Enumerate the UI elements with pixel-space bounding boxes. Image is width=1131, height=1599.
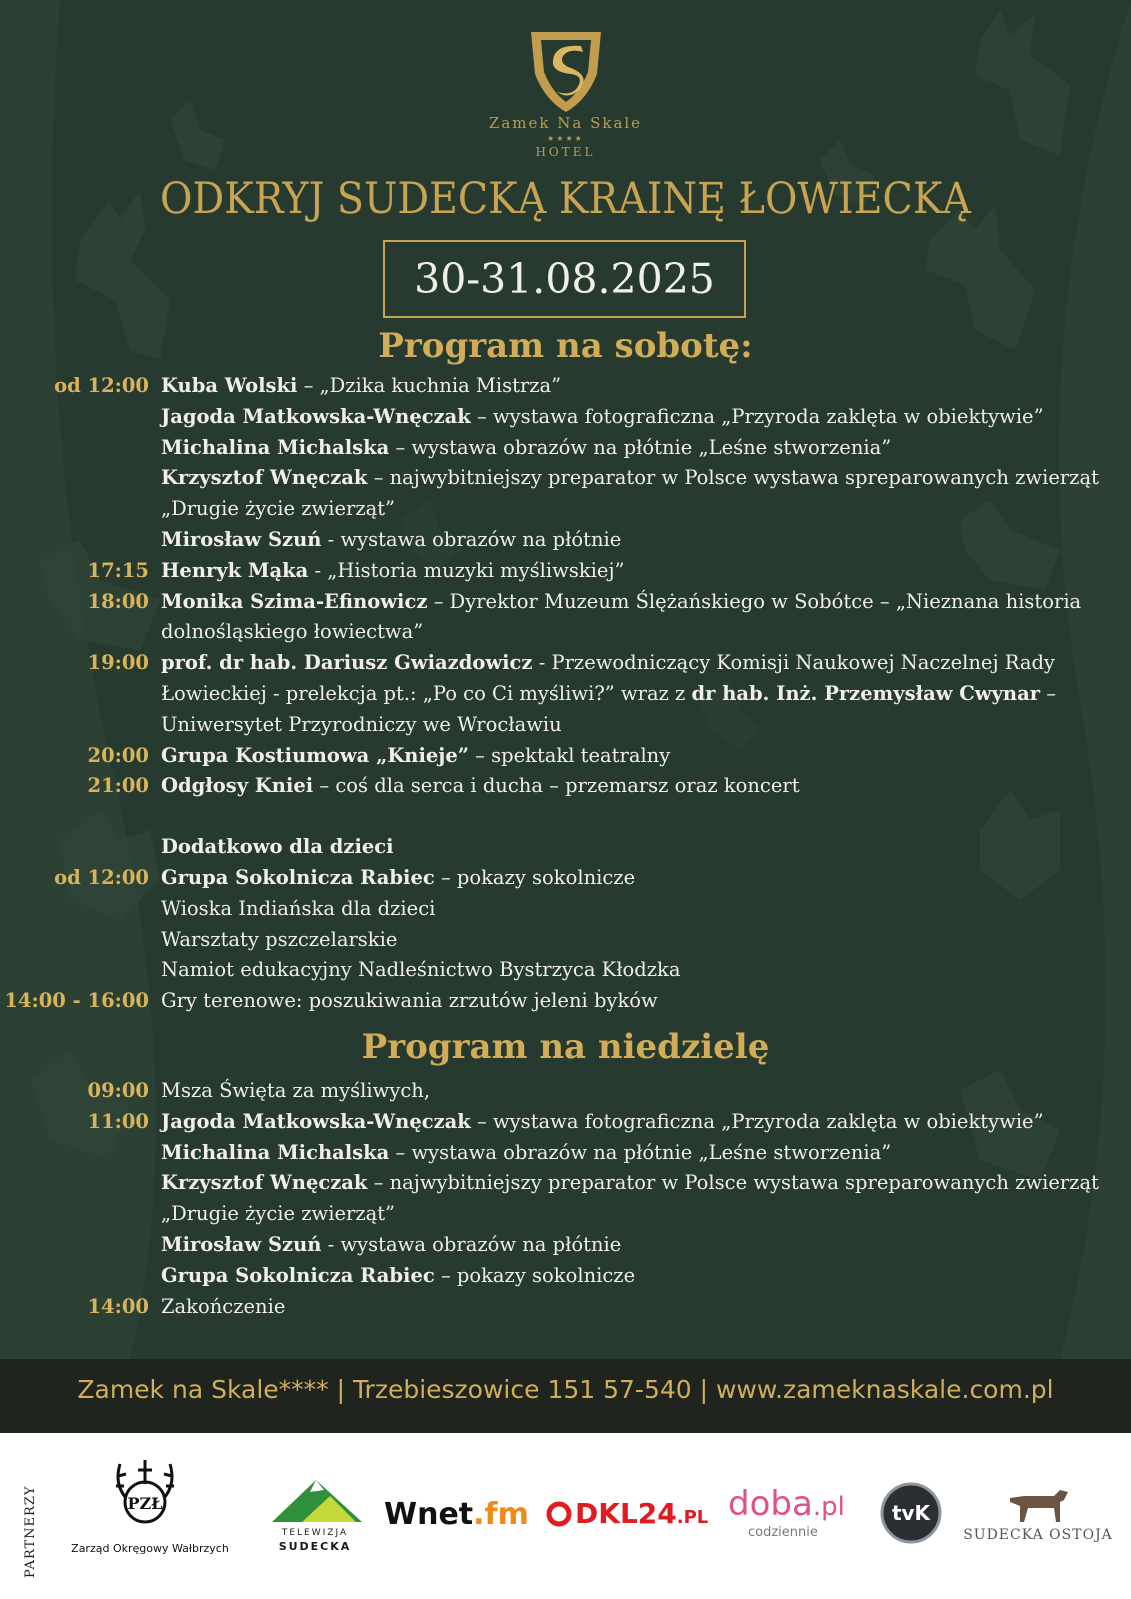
program-text [161, 1168, 1099, 1198]
program-description: – „Dzika kuchnia Mistrza” [297, 374, 562, 397]
program-performer: prof. dr hab. Dariusz Gwiazdowicz [161, 651, 533, 675]
hotel-label: HOTEL [535, 145, 596, 159]
program-text [161, 741, 1091, 771]
program-description: „Drugie życie zwierząt” [161, 1202, 396, 1226]
program-time: 19:00 [87, 651, 149, 675]
program-description: – najwybitniejszy preparator w Polsce wystawa spreparowanych zwierząt [367, 466, 1099, 490]
program-description: dolnośląskiego łowiectwa” [161, 620, 424, 644]
program-performer: Michalina Michalska [161, 1140, 390, 1164]
program-row [0, 402, 1131, 432]
program-description: – wystawa fotograficzna „Przyroda zaklęta w obiektywie” [470, 1109, 1044, 1133]
partners-label [14, 1470, 44, 1580]
program-performer-2: dr hab. Inż. Przemysław Cwynar [691, 682, 1040, 705]
doba-subtitle: codziennie [748, 1525, 818, 1540]
program-text [161, 617, 1091, 647]
program-text [161, 463, 1099, 493]
program-text [161, 1076, 1091, 1106]
program-row [0, 1261, 1131, 1291]
program-performer: Odgłosy Kniei [161, 774, 314, 798]
program-performer: Krzysztof Wnęczak [161, 466, 368, 490]
program-description: Warsztaty pszczelarskie [161, 927, 398, 951]
program-row [0, 463, 1131, 493]
program-text [161, 402, 1091, 432]
program-description: Łowieckiej - prelekcja pt.: „Po co Ci myśliwi?” wraz z [161, 682, 692, 705]
hotel-shield-logo-icon [527, 28, 605, 114]
program-text [161, 1261, 1091, 1291]
kids-heading: Dodatkowo dla dzieci [161, 835, 394, 858]
program-text [161, 494, 1091, 524]
program-row [0, 894, 1131, 924]
pzl-mark: PZŁ [127, 1494, 163, 1513]
program-text [161, 710, 1091, 740]
program-time: 20:00 [87, 743, 149, 767]
program-description: – Dyrektor Muzeum Ślężańskiego w Sobótce – „Nieznana historia [427, 589, 1082, 613]
program-time: 17:15 [87, 558, 149, 582]
program-row [0, 371, 1131, 401]
program-text [161, 1138, 1091, 1168]
program-text [161, 1230, 1091, 1260]
tv-sudecka-line2: SUDECKA [278, 1540, 352, 1553]
program-performer: Mirosław Szuń [161, 1233, 322, 1256]
program-time: 09:00 [87, 1079, 149, 1102]
program-row [0, 1292, 1131, 1322]
program-text [161, 1199, 1091, 1229]
program-text [161, 986, 1091, 1016]
program-time: od 12:00 [54, 866, 149, 889]
program-row [0, 863, 1131, 893]
program-row [0, 741, 1131, 771]
program-performer: Grupa Sokolnicza Rabiec [161, 866, 435, 889]
program-description: - wystawa obrazów na płótnie [321, 528, 622, 551]
program-description: Gry terenowe: poszukiwania zrzutów jeleni byków [161, 989, 658, 1013]
program-row [0, 925, 1131, 955]
program-text [161, 433, 1091, 463]
program-text [161, 894, 1091, 924]
program-text [161, 556, 1091, 586]
program-row [0, 955, 1131, 985]
program-description: Zakończenie [161, 1294, 286, 1318]
program-text [161, 679, 1091, 709]
program-row [0, 1230, 1131, 1260]
program-row [0, 1076, 1131, 1106]
program-text [161, 1107, 1091, 1137]
telewizja-sudecka-logo-icon [272, 1478, 362, 1524]
tvk-logo-icon [880, 1482, 942, 1544]
saturday-heading: Program na sobotę: [378, 326, 753, 366]
sudecka-ostoja-caption: SUDECKA OSTOJA [963, 1527, 1113, 1543]
footer-contact: Zamek na Skale**** | Trzebieszowice 151 57-540 | www.zameknaskale.com.pl [77, 1375, 1054, 1404]
program-row [0, 1107, 1131, 1137]
program-performer: Krzysztof Wnęczak [161, 1171, 368, 1195]
program-row [0, 433, 1131, 463]
program-time: 18:00 [87, 589, 149, 613]
tv-sudecka-line1: TELEWIZJA [281, 1528, 349, 1538]
program-description: - wystawa obrazów na płótnie [321, 1233, 622, 1256]
program-performer: Jagoda Matkowska-Wnęczak [161, 1109, 471, 1133]
program-performer: Kuba Wolski [161, 374, 298, 397]
program-text [161, 1292, 1091, 1322]
program-text [161, 648, 1091, 678]
program-description: Wioska Indiańska dla dzieci [161, 896, 436, 920]
program-description: Msza Święta za myśliwych, [161, 1079, 431, 1102]
program-row [0, 648, 1131, 678]
program-performer: Grupa Sokolnicza Rabiec [161, 1263, 435, 1287]
program-row [0, 1138, 1131, 1168]
program-performer: Jagoda Matkowska-Wnęczak [161, 404, 471, 428]
program-row [0, 710, 1131, 740]
sudecka-ostoja-dog-icon [1002, 1482, 1074, 1526]
partners-label-text: PARTNERZY [23, 1485, 38, 1578]
pzl-caption: Zarząd Okręgowy Wałbrzych [71, 1542, 229, 1555]
program-row [0, 587, 1131, 617]
program-row [0, 525, 1131, 555]
program-description: – spektakl teatralny [468, 743, 671, 767]
program-row [0, 771, 1131, 801]
program-text [161, 925, 1091, 955]
wnet-logo: Wnet.fm [384, 1497, 529, 1532]
dkl24-logo: DKL24.PL [575, 1497, 709, 1530]
program-description-2: – [1040, 682, 1056, 705]
program-performer: Henryk Mąka [161, 558, 309, 582]
program-description: - Przewodniczący Komisji Naukowej Naczelnej Rady [532, 651, 1055, 675]
program-text [161, 863, 1091, 893]
doba-logo: doba.pl [728, 1484, 845, 1524]
program-row [0, 556, 1131, 586]
sunday-heading: Program na niedzielę [361, 1027, 770, 1067]
program-description: – wystawa obrazów na płótnie „Leśne stworzenia” [389, 435, 892, 459]
program-text [161, 587, 1091, 617]
program-description: - „Historia muzyki myśliwskiej” [308, 558, 625, 582]
program-performer: Grupa Kostiumowa „Knieje” [161, 743, 469, 767]
program-description: – coś dla serca i ducha – przemarsz oraz koncert [313, 774, 800, 798]
program-text [161, 371, 1091, 401]
kids-heading-row [0, 832, 1131, 862]
program-description: – wystawa obrazów na płótnie „Leśne stworzenia” [389, 1140, 892, 1164]
tvk-text: tvK [891, 1501, 931, 1525]
program-time: od 12:00 [54, 374, 149, 397]
program-performer: Monika Szima-Efinowicz [161, 589, 428, 613]
program-row [0, 986, 1131, 1016]
program-performer: Michalina Michalska [161, 435, 390, 459]
program-time: 14:00 [87, 1294, 149, 1318]
pzl-logo-icon [110, 1454, 180, 1530]
program-text [161, 771, 1091, 801]
program-description: – pokazy sokolnicze [434, 866, 636, 889]
program-description: – wystawa fotograficzna „Przyroda zaklęta w obiektywie” [470, 404, 1044, 428]
event-date: 30-31.08.2025 [383, 240, 746, 318]
program-description: Namiot edukacyjny Nadleśnictwo Bystrzyca Kłodzka [161, 958, 681, 982]
program-description: – pokazy sokolnicze [434, 1263, 636, 1287]
hotel-name: Zamek Na Skale [488, 114, 643, 132]
program-row [0, 679, 1131, 709]
program-time: 11:00 [87, 1109, 149, 1133]
program-description: – najwybitniejszy preparator w Polsce wystawa spreparowanych zwierząt [367, 1171, 1099, 1195]
main-title: ODKRYJ SUDECKĄ KRAINĘ ŁOWIECKĄ [160, 174, 971, 224]
program-performer: Mirosław Szuń [161, 528, 322, 551]
program-time: 14:00 - 16:00 [4, 989, 149, 1013]
program-row [0, 1199, 1131, 1229]
dkl24-circle-icon [545, 1500, 573, 1528]
hotel-stars: ★★★★ [547, 134, 584, 143]
program-time: 21:00 [87, 774, 149, 798]
program-row [0, 617, 1131, 647]
program-text [161, 525, 1091, 555]
program-description: Uniwersytet Przyrodniczy we Wrocławiu [161, 712, 562, 736]
program-row [0, 1168, 1131, 1198]
program-description: „Drugie życie zwierząt” [161, 497, 396, 521]
program-text [161, 955, 1091, 985]
program-row [0, 494, 1131, 524]
